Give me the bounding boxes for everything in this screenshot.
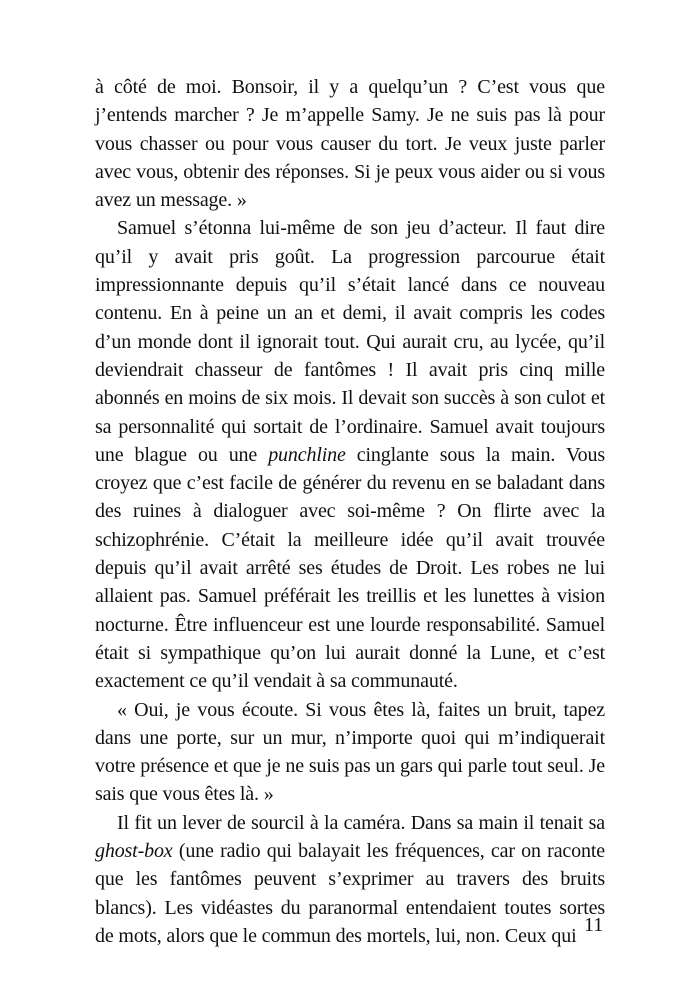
- paragraph-1: [95, 73, 605, 214]
- page-number: 11: [584, 914, 604, 936]
- paragraph-text: (une radio qui balayait les fréquences, car on raconte que les fantômes peuvent s’exprimer au travers des bruits blancs). Les vidéastes du paranormal entendaient toutes sortes de mots, alors que le commun des mortels, lui, non. Ceux qui: [95, 840, 605, 947]
- paragraph-text: cinglante sous la main. Vous croyez que c’est facile de générer du revenu en se baladant dans des ruines à dialoguer avec soi-même ? On flirte avec la schizophrénie. C’était la meilleure idée qu’il avait trouvée depuis qu’il avait arrêté ses études de Droit. Les robes ne lui allaient pas. Samuel préférait les treillis et les lunettes à vision nocturne. Être influenceur est une lourde responsabilité. Samuel était si sympathique qu’on lui aurait donné la Lune, et c’est exactement ce qu’il vendait à sa communauté.: [95, 443, 605, 693]
- page-body: [95, 73, 605, 950]
- paragraph-2: [95, 214, 605, 695]
- paragraph-text: à côté de moi. Bonsoir, il y a quelqu’un ? C’est vous que j’entends marcher ? Je m’appelle Samy. Je ne suis pas là pour vous chasser ou pour vous causer du tort. Je veux juste parler avec vous, obtenir des réponses. Si je peux vous aider ou si vous avez un message. »: [95, 76, 605, 212]
- paragraph-text: Samuel s’étonna lui-même de son jeu d’acteur. Il faut dire qu’il y avait pris goût. La progression parcourue était impressionnante depuis qu’il s’était lancé dans ce nouveau contenu. En à peine un an et demi, il avait compris les codes d’un monde dont il ignorait tout. Qui aurait cru, au lycée, qu’il deviendrait chasseur de fantômes ! Il avait pris cinq mille abonnés en moins de six mois. Il devait son succès à son culot et sa personnalité qui sortait de l’ordinaire. Samuel avait toujours une blague ou une: [95, 217, 605, 466]
- paragraph-3: [95, 696, 605, 809]
- italic-term-ghost-box: ghost-box: [95, 840, 173, 863]
- italic-term-punchline: punchline: [268, 443, 346, 466]
- paragraph-4: [95, 809, 605, 950]
- paragraph-text: Il fit un lever de sourcil à la caméra. Dans sa main il tenait sa: [117, 811, 605, 834]
- paragraph-text: « Oui, je vous écoute. Si vous êtes là, faites un bruit, tapez dans une porte, sur un mur, n’importe quoi qui m’indiquerait votre présence et que je ne suis pas un gars qui parle tout seul. Je sais que vous êtes là. »: [95, 698, 605, 806]
